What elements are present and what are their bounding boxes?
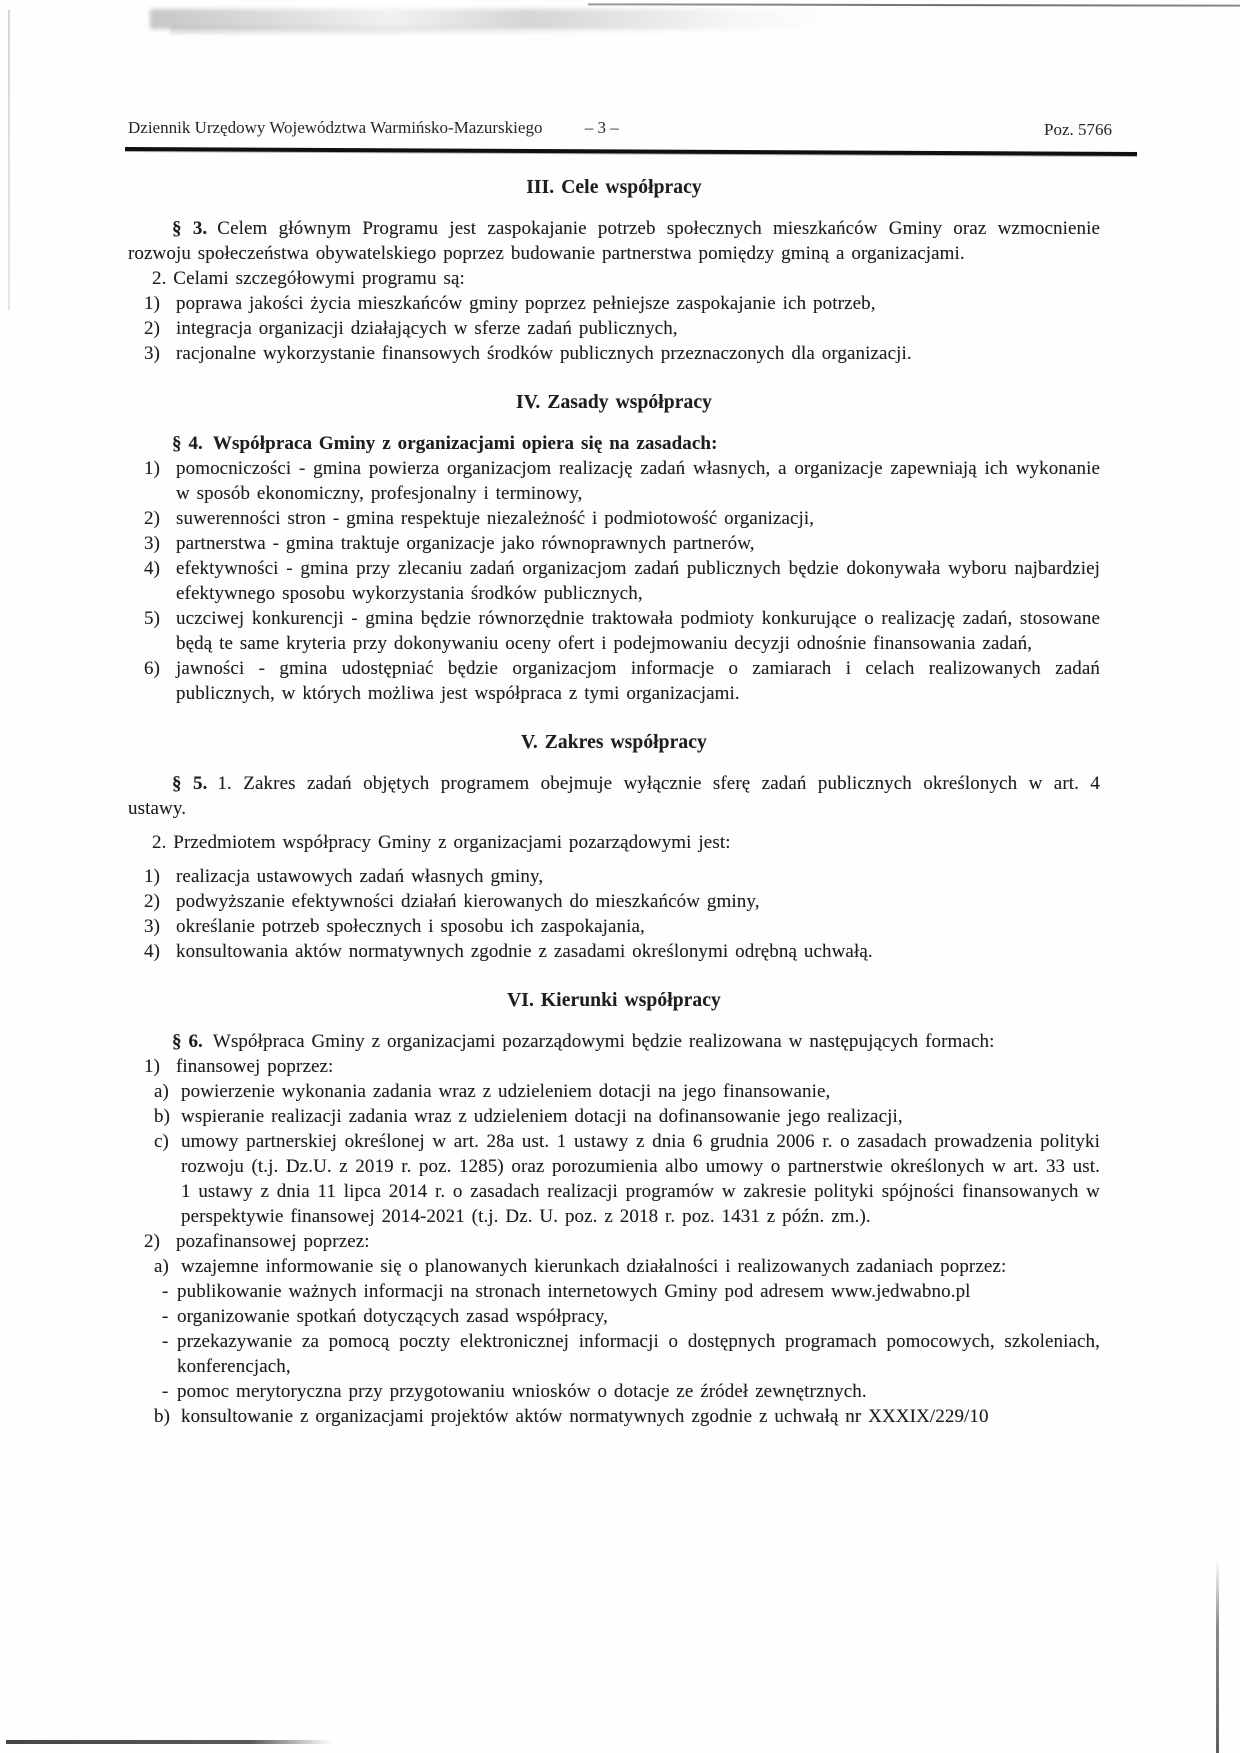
item-marker: 2): [144, 508, 161, 529]
list-item: [128, 914, 1100, 939]
list-item: [128, 456, 1100, 506]
scan-left-edge-line: [8, 10, 10, 310]
paragraph-s6: [128, 1029, 1100, 1054]
item-text: realizacja ustawowych zadań własnych gminy,: [176, 866, 544, 887]
item-text: powierzenie wykonania zadania wraz z udzieleniem dotacji na jego finansowanie,: [181, 1081, 831, 1102]
item-marker: -: [162, 1331, 169, 1352]
item-marker: 1): [144, 458, 161, 479]
page-inner: [128, 0, 1112, 1429]
item-marker: 1): [144, 1056, 161, 1077]
item-marker: a): [154, 1256, 169, 1277]
item-marker: 2): [144, 1231, 161, 1252]
list-item: [128, 1229, 1100, 1254]
item-text: finansowej poprzez:: [176, 1056, 334, 1077]
list-item: [128, 1404, 1100, 1429]
section-heading-iii: III. Cele współpracy: [526, 177, 702, 198]
item-marker: -: [162, 1381, 169, 1402]
paragraph-s5: [128, 771, 1100, 821]
item-marker: b): [154, 1406, 171, 1427]
item-text: pozafinansowej poprzez:: [176, 1231, 370, 1252]
list-item: [128, 1054, 1100, 1079]
item-marker: 4): [144, 941, 161, 962]
document-body: [128, 175, 1100, 1429]
list-item: [128, 864, 1100, 889]
item-text: pomocniczości - gmina powierza organizacjom realizację zadań własnych, a organizacje zapewniają ich wykonanie w sposób ekonomiczny, profesjonalny i terminowy,: [176, 458, 1100, 504]
list-item: [128, 531, 1100, 556]
item-marker: 1): [144, 293, 161, 314]
scan-bottom-edge-line: [6, 1740, 332, 1744]
section-heading-iv: IV. Zasady współpracy: [516, 392, 712, 413]
page-number: – 3 –: [584, 118, 619, 137]
item-marker: -: [162, 1306, 169, 1327]
item-text: przekazywanie za pomocą poczty elektronicznej informacji o dostępnych programach pomocowych, szkoleniach, konferencjach,: [177, 1331, 1100, 1377]
list-item: [128, 1379, 1100, 1404]
list-item: [128, 939, 1100, 964]
section-heading-v: V. Zakres współpracy: [521, 732, 707, 753]
list-item: [128, 1304, 1100, 1329]
item-marker: 5): [144, 608, 161, 629]
running-header: [128, 118, 1112, 139]
paragraph-s5-2: 2. Przedmiotem współpracy Gminy z organizacjami pozarządowymi jest:: [152, 832, 731, 853]
list-item: [128, 1329, 1100, 1379]
item-text: suwerenności stron - gmina respektuje niezależność i podmiotowość organizacji,: [176, 508, 815, 529]
item-text: określanie potrzeb społecznych i sposobu ich zaspokajania,: [176, 916, 645, 937]
item-marker: -: [162, 1281, 169, 1302]
paragraph-s3-text: Celem głównym Programu jest zaspokajanie potrzeb społecznych mieszkańców Gminy oraz wzmocnienie rozwoju społeczeństwa obywatelskiego poprzez budowanie partnerstwa pomiędzy gminą a organizacjami.: [128, 218, 1101, 264]
scan-right-edge-line: [1216, 1560, 1219, 1753]
item-marker: 2): [144, 318, 161, 339]
paragraph-s3-2: 2. Celami szczegółowymi programu są:: [152, 268, 465, 289]
section-heading-vi: VI. Kierunki współpracy: [507, 990, 721, 1011]
item-text: poprawa jakości życia mieszkańców gminy poprzez pełniejsze zaspokajanie ich potrzeb,: [176, 293, 876, 314]
paragraph-s6-label: § 6.: [172, 1031, 203, 1052]
item-text: integracja organizacji działających w sferze zadań publicznych,: [176, 318, 678, 339]
list-item: [128, 1129, 1100, 1229]
item-text: wzajemne informowanie się o planowanych kierunkach działalności i realizowanych zadaniach poprzez:: [181, 1256, 1007, 1277]
list-item: [128, 1104, 1100, 1129]
item-text: pomoc merytoryczna przy przygotowaniu wniosków o dotacje ze źródeł zewnętrznych.: [177, 1381, 867, 1402]
item-marker: 2): [144, 891, 161, 912]
paragraph-s3: [128, 216, 1100, 266]
paragraph-s5-text: 1. Zakres zadań objętych programem obejmuje wyłącznie sferę zadań publicznych określonych w art. 4 ustawy.: [128, 773, 1100, 819]
list-item: [128, 1279, 1100, 1304]
position-label: Poz. 5766: [1044, 120, 1112, 139]
item-marker: 3): [144, 343, 161, 364]
item-marker: c): [154, 1131, 169, 1152]
list-item: [128, 506, 1100, 531]
item-text: konsultowanie z organizacjami projektów aktów normatywnych zgodnie z uchwałą nr XXXIX/229/10: [181, 1406, 989, 1427]
item-text: partnerstwa - gmina traktuje organizacje jako równoprawnych partnerów,: [176, 533, 755, 554]
paragraph-s6-text: Współpraca Gminy z organizacjami pozarządowymi będzie realizowana w następujących formach:: [212, 1031, 995, 1052]
item-marker: 3): [144, 916, 161, 937]
item-text: efektywności - gmina przy zlecaniu zadań organizacjom zadań publicznych będzie dokonywała wyboru najbardziej efektywnego sposobu wykorzystania środków publicznych,: [176, 558, 1100, 604]
list-item: [128, 316, 1100, 341]
header-rule: [125, 147, 1137, 156]
paragraph-s3-label: § 3.: [172, 218, 208, 239]
item-text: wspieranie realizacji zadania wraz z udzieleniem dotacji na dofinansowanie jego realizacji,: [181, 1106, 903, 1127]
item-text: uczciwej konkurencji - gmina będzie równorzędnie traktowała podmioty konkurujące o realizację zadań, stosowane będą te same kryteria przy dokonywaniu oceny ofert i podejmowaniu decyzji odnośnie finansowania zadań,: [176, 608, 1100, 654]
item-marker: a): [154, 1081, 169, 1102]
list-item: [128, 606, 1100, 656]
list-item: [128, 1254, 1100, 1279]
item-marker: b): [154, 1106, 171, 1127]
item-text: organizowanie spotkań dotyczących zasad współpracy,: [177, 1306, 608, 1327]
paragraph-s4-label: § 4.: [172, 433, 203, 454]
list-item: [128, 889, 1100, 914]
list-item: [128, 656, 1100, 706]
list-item: [128, 291, 1100, 316]
item-marker: 6): [144, 658, 161, 679]
list-item: [128, 1079, 1100, 1104]
item-marker: 4): [144, 558, 161, 579]
item-text: konsultowania aktów normatywnych zgodnie z zasadami określonymi odrębną uchwałą.: [176, 941, 873, 962]
item-text: racjonalne wykorzystanie finansowych środków publicznych przeznaczonych dla organizacji.: [176, 343, 912, 364]
paragraph-s4: [128, 431, 1100, 456]
list-item: [128, 341, 1100, 366]
item-text: podwyższanie efektywności działań kierowanych do mieszkańców gminy,: [176, 891, 760, 912]
item-marker: 1): [144, 866, 161, 887]
paragraph-s5-label: § 5.: [172, 773, 208, 794]
journal-title: Dziennik Urzędowy Województwa Warmińsko-Mazurskiego: [128, 118, 543, 137]
paragraph-s4-text: Współpraca Gminy z organizacjami opiera się na zasadach:: [212, 433, 718, 454]
list-item: [128, 556, 1100, 606]
item-text: umowy partnerskiej określonej w art. 28a ust. 1 ustawy z dnia 6 grudnia 2006 r. o zasadach prowadzenia polityki rozwoju (t.j. Dz.U. z 2019 r. poz. 1285) oraz porozumienia albo umowy o partnerstwie określonych w art. 33 ust. 1 ustawy z dnia 11 lipca 2014 r. o zasadach realizacji programów w zakresie polityki spójności finansowanych w perspektywie finansowej 2014-2021 (t.j. Dz. U. poz. z 2018 r. poz. 1431 z późn. zm.).: [181, 1131, 1100, 1227]
item-marker: 3): [144, 533, 161, 554]
item-text: publikowanie ważnych informacji na stronach internetowych Gminy pod adresem www.jedwabno.pl: [177, 1281, 971, 1302]
item-text: jawności - gmina udostępniać będzie organizacjom informacje o zamiarach i celach realizowanych zadań publicznych, w których możliwa jest współpraca z tymi organizacjami.: [176, 658, 1100, 704]
